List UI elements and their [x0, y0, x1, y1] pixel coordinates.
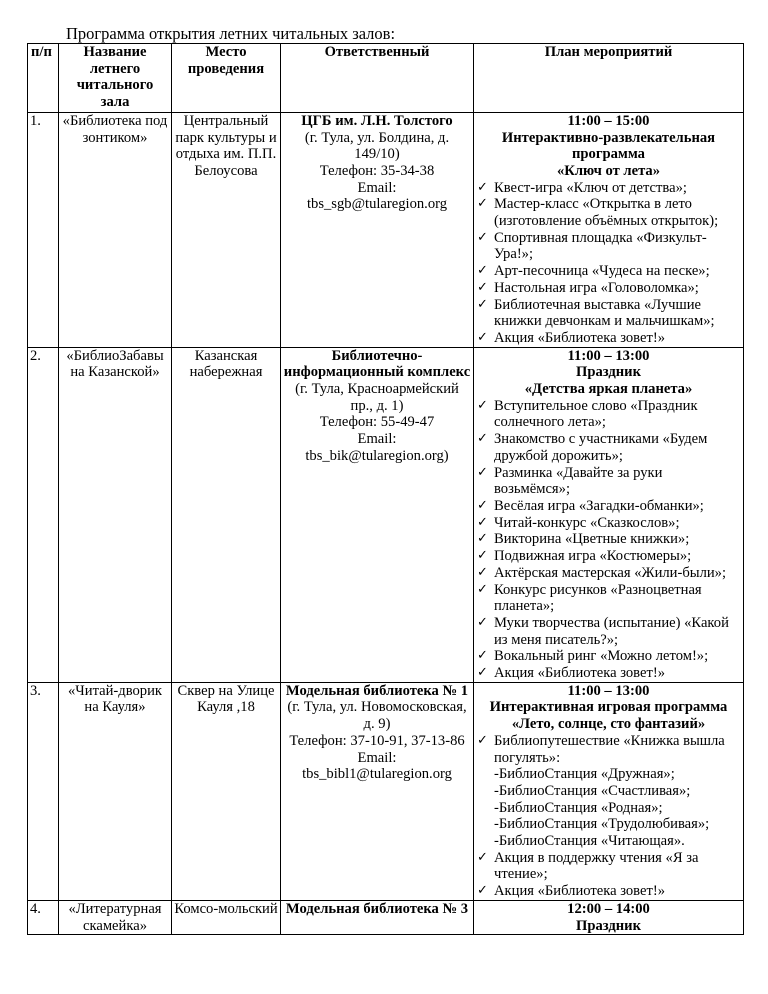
plan-cell: [474, 682, 744, 900]
program-table: [27, 43, 744, 935]
checklist-item: ✓ Библиотечная выставка «Лучшие книжки девчонкам и мальчишкам»;: [476, 297, 741, 330]
responsible-address: (г. Тула, Красноармейский пр., д. 1): [295, 381, 459, 414]
sub-item: -БиблиоСтанция «Счастливая»;: [494, 782, 691, 799]
event-items-list: [476, 398, 741, 682]
document-title: Программа открытия летних читальных залов:: [66, 24, 396, 43]
responsible-address: (г. Тула, ул. Болдина, д. 149/10): [304, 129, 450, 163]
responsible-title: ЦГБ им. Л.Н. Толстого: [301, 112, 453, 129]
header-place: Место проведения: [172, 44, 281, 113]
checklist-item: ✓ Весёлая игра «Загадки-обманки»;: [476, 498, 741, 515]
checklist-item: ✓ Вокальный ринг «Можно летом!»;: [476, 648, 741, 665]
responsible-cell: [281, 900, 474, 934]
venue: Казанская набережная: [172, 347, 281, 682]
checklist-item: ✓ Библиопутешествие «Книжка вышла погулять»:: [476, 733, 741, 766]
responsible-title: Библиотечно-информационный комплекс: [283, 347, 471, 381]
reading-hall-name: «Библиотека под зонтиком»: [59, 112, 172, 347]
event-time: 11:00 – 13:00: [567, 682, 650, 699]
responsible-title: Модельная библиотека № 3: [285, 900, 469, 917]
checklist-item: ✓ Акция «Библиотека зовет!»: [476, 665, 741, 682]
reading-hall-name: «Литературная скамейка»: [59, 900, 172, 934]
reading-hall-name: «Читай-дворик на Кауля»: [59, 682, 172, 900]
checklist-item: ✓ Подвижная игра «Костюмеры»;: [476, 548, 741, 565]
event-type: Интерактивная игровая программа: [489, 699, 728, 716]
responsible-email-label: Email:: [357, 749, 397, 766]
table-row: [28, 347, 744, 682]
event-time: 11:00 – 13:00: [567, 347, 650, 364]
checklist-item: ✓ Конкурс рисунков «Разноцветная планета»;: [476, 582, 741, 615]
responsible-phone: Телефон: 35-34-38: [319, 162, 435, 179]
table-header-row: [28, 44, 744, 113]
responsible-address: (г. Тула, ул. Новомосковская, д. 9): [287, 699, 467, 733]
responsible-email: tbs_bibl1@tularegion.org: [302, 766, 452, 783]
responsible-email: tbs_sgb@tularegion.org: [306, 196, 448, 213]
checklist-item: ✓ Спортивная площадка «Физкульт-Ура!»;: [476, 230, 741, 263]
row-number: 4.: [28, 900, 59, 934]
event-time: 12:00 – 14:00: [567, 900, 650, 917]
checklist-item: ✓ Знакомство с участниками «Будем дружбой дорожить»;: [476, 431, 741, 464]
row-number: 3.: [28, 682, 59, 900]
sub-item: -БиблиоСтанция «Дружная»;: [494, 766, 675, 783]
event-time: 11:00 – 15:00: [567, 112, 650, 129]
event-items-list: [476, 733, 741, 900]
checklist-item: ✓ Арт-песочница «Чудеса на песке»;: [476, 263, 741, 280]
responsible-email-label: Email:: [357, 179, 397, 196]
checklist-item: ✓ Викторина «Цветные книжки»;: [476, 531, 741, 548]
table-row: [28, 112, 744, 347]
checklist-item: ✓ Разминка «Давайте за руки возьмёмся»;: [476, 465, 741, 498]
responsible-email: tbs_bik@tularegion.org): [305, 447, 449, 464]
responsible-email-label: Email:: [357, 431, 397, 448]
event-items-list: [476, 180, 741, 347]
checklist-item: ✓ Вступительное слово «Праздник солнечного лета»;: [476, 398, 741, 431]
venue: Сквер на Улице Кауля ,18: [172, 682, 281, 900]
responsible-phone: Телефон: 55-49-47: [319, 414, 435, 431]
venue: Центральный парк культуры и отдыха им. П.П. Белоусова: [172, 112, 281, 347]
header-plan: План мероприятий: [474, 44, 744, 113]
sub-item: -БиблиоСтанция «Читающая».: [494, 833, 685, 850]
event-type: Интерактивно-развлекательная программа: [501, 129, 716, 163]
checklist-item: ✓ Настольная игра «Головоломка»;: [476, 280, 741, 297]
responsible-title: Модельная библиотека № 1: [285, 682, 469, 699]
reading-hall-name: «БиблиоЗабавы на Казанской»: [59, 347, 172, 682]
event-name: «Детства яркая планета»: [524, 381, 693, 398]
checklist-item: ✓ Акция в поддержку чтения «Я за чтение»;: [476, 850, 741, 883]
table-row: [28, 900, 744, 934]
venue: Комсо-мольский: [172, 900, 281, 934]
plan-cell: [474, 900, 744, 934]
event-name: «Лето, солнце, сто фантазий»: [511, 716, 706, 733]
sub-item: -БиблиоСтанция «Трудолюбивая»;: [494, 816, 710, 833]
checklist-item: ✓ Мастер-класс «Открытка в лето (изготовление объёмных открыток);: [476, 196, 741, 229]
row-number: 2.: [28, 347, 59, 682]
checklist-item: ✓ Читай-конкурс «Сказкослов»;: [476, 515, 741, 532]
header-responsible: Ответственный: [281, 44, 474, 113]
plan-cell: [474, 347, 744, 682]
checklist-item: ✓ Квест-игра «Ключ от детства»;: [476, 180, 741, 197]
sub-item: -БиблиоСтанция «Родная»;: [494, 799, 663, 816]
checklist-item: ✓ Акция «Библиотека зовет!»: [476, 330, 741, 347]
responsible-cell: [281, 112, 474, 347]
row-number: 1.: [28, 112, 59, 347]
responsible-phone: Телефон: 37-10-91, 37-13-86: [289, 732, 465, 749]
checklist-item: ✓ Актёрская мастерская «Жили-были»;: [476, 565, 741, 582]
event-type: Праздник: [576, 364, 641, 381]
event-name: «Ключ от лета»: [556, 162, 661, 179]
checklist-item: ✓ Акция «Библиотека зовет!»: [476, 883, 741, 900]
event-type: Праздник: [576, 917, 641, 934]
plan-cell: [474, 112, 744, 347]
responsible-cell: [281, 682, 474, 900]
responsible-cell: [281, 347, 474, 682]
table-row: [28, 682, 744, 900]
header-name: Название летнего читального зала: [59, 44, 172, 113]
header-num: п/п: [28, 44, 59, 113]
checklist-item: ✓ Муки творчества (испытание) «Какой из меня писатель?»;: [476, 615, 741, 648]
